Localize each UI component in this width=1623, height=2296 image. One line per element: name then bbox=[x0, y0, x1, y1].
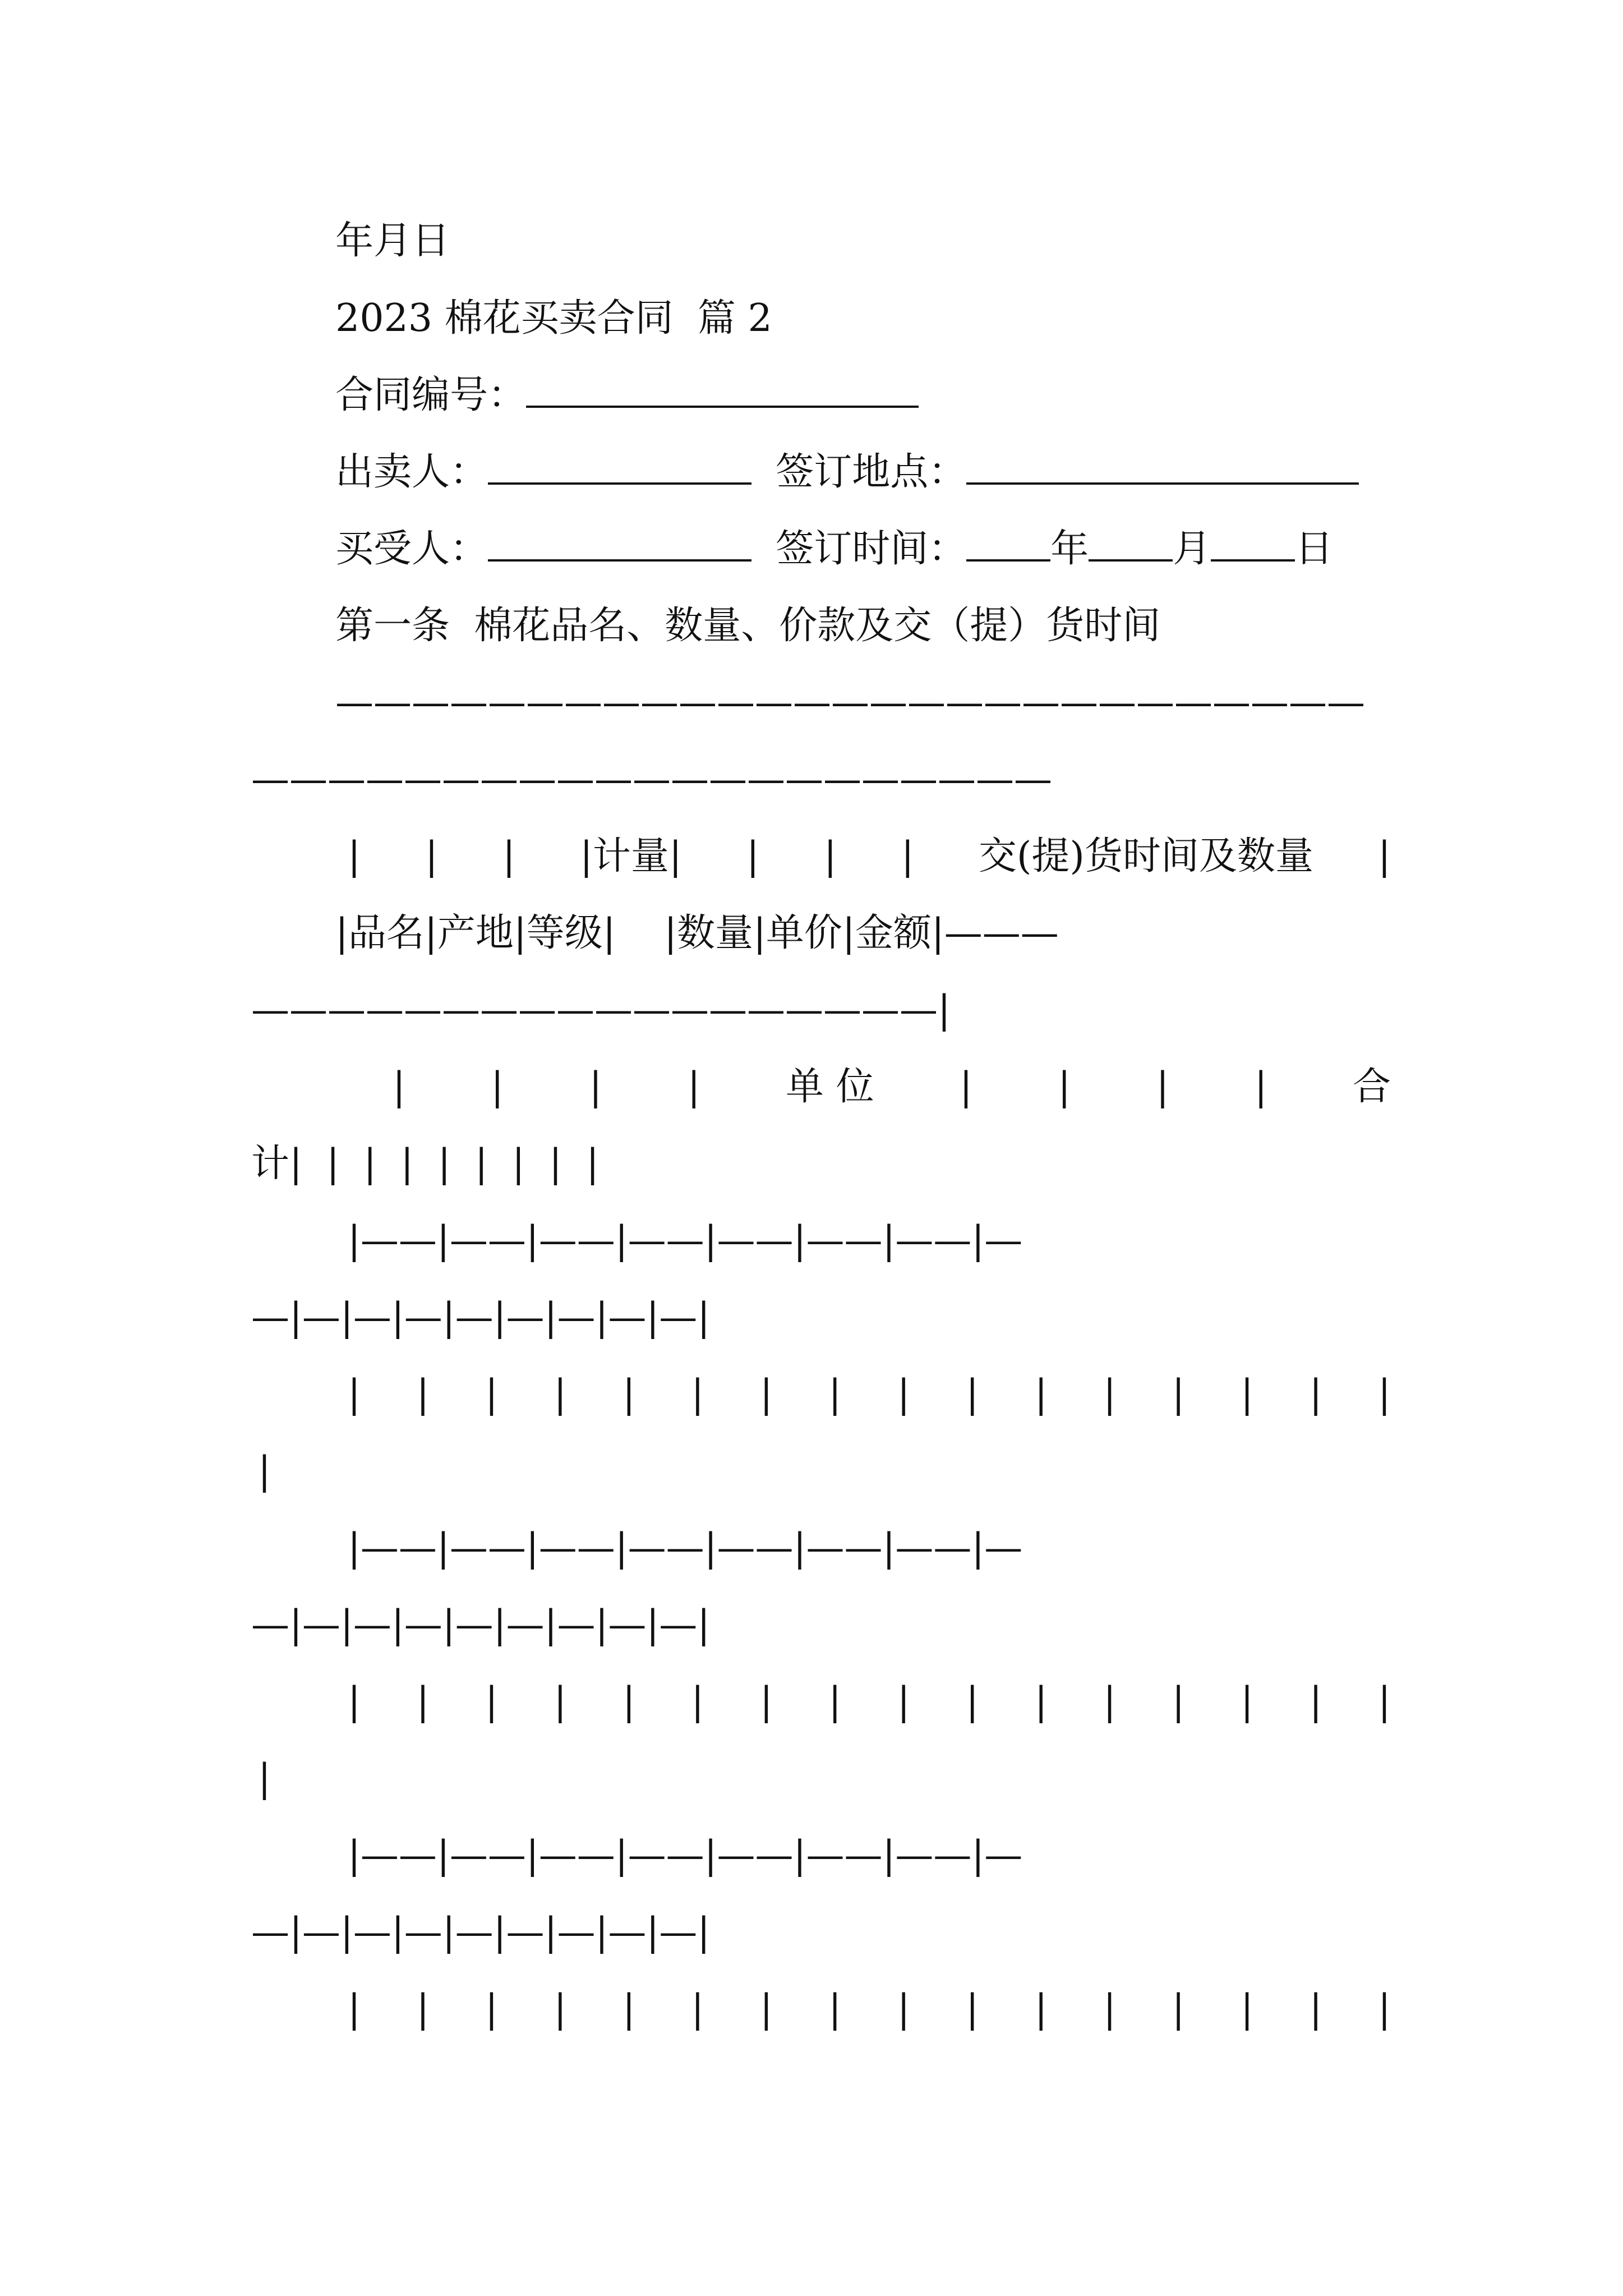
cell-sep: | bbox=[828, 1372, 842, 1416]
cell-sep: | bbox=[1378, 834, 1391, 878]
cell-sep: | bbox=[897, 1680, 910, 1724]
seller-blank bbox=[488, 449, 751, 485]
cell-sep: | bbox=[691, 1372, 704, 1416]
header-delivery-time: 交(提)货时间及数量 bbox=[978, 834, 1313, 878]
table-empty-row bbox=[348, 1674, 1391, 1730]
cell-sep: | bbox=[1156, 1065, 1169, 1109]
header-measure: |计量| bbox=[580, 834, 682, 878]
cell-sep: | bbox=[554, 1372, 567, 1416]
cell-sep: | bbox=[348, 1372, 361, 1416]
cell-sep: | bbox=[691, 1987, 704, 2031]
table-header-row-3 bbox=[393, 1059, 1391, 1115]
cell-sep: | bbox=[966, 1680, 979, 1724]
cell-sep: | bbox=[1254, 1065, 1267, 1109]
table-separator-a: |——|——|——|——|——|——|——|— bbox=[348, 1218, 1023, 1263]
table-empty-row-end: | bbox=[258, 1449, 271, 1493]
contract-number-label: 合同编号： bbox=[335, 373, 527, 417]
table-separator-b: —|—|—|—|—|—|—|—|—| bbox=[251, 1603, 711, 1647]
cell-sep: | bbox=[485, 1680, 498, 1724]
cell-sep: | bbox=[589, 1065, 602, 1109]
cell-sep: | bbox=[485, 1987, 498, 2031]
cell-sep: | bbox=[1378, 1987, 1391, 2031]
cell-sep: | bbox=[348, 1680, 361, 1724]
document-heading: 2023 棉花买卖合同 篇 2 bbox=[335, 296, 772, 341]
table-top-border-2: ————————————————————— bbox=[251, 757, 1052, 802]
year-blank bbox=[966, 526, 1050, 562]
cell-sep: | bbox=[828, 1680, 842, 1724]
cell-sep: | bbox=[897, 1987, 910, 2031]
cell-sep: | bbox=[1241, 1987, 1254, 2031]
day-blank bbox=[1211, 526, 1295, 562]
cell-sep: | bbox=[828, 1987, 842, 2031]
cell-sep: | bbox=[687, 1065, 700, 1109]
cell-sep: | bbox=[759, 1372, 773, 1416]
cell-sep: | bbox=[759, 1987, 773, 2031]
cell-sep: | bbox=[1034, 1680, 1048, 1724]
table-empty-row bbox=[348, 1366, 1391, 1423]
cell-sep: | bbox=[416, 1372, 430, 1416]
table-separator-a: |——|——|——|——|——|——|——|— bbox=[348, 1833, 1023, 1878]
cell-sep: | bbox=[966, 1372, 979, 1416]
sign-time-label: 签订时间： bbox=[776, 527, 967, 571]
article-1-heading: 第一条 棉花品名、数量、价款及交（提）货时间 bbox=[335, 604, 1161, 648]
cell-sep: | bbox=[1034, 1372, 1048, 1416]
table-header-row-2: |品名|产地|等级| |数量|单价|金额|——— bbox=[335, 911, 1059, 955]
cell-sep: | bbox=[502, 834, 515, 878]
month-label: 月 bbox=[1173, 527, 1211, 571]
cell-sep: | bbox=[1241, 1372, 1254, 1416]
cell-sep: | bbox=[1378, 1372, 1391, 1416]
cell-sep: | bbox=[1172, 1680, 1185, 1724]
cell-sep: | bbox=[1172, 1987, 1185, 2031]
cell-sep: | bbox=[416, 1987, 430, 2031]
year-label: 年 bbox=[1050, 527, 1089, 571]
cell-sep: | bbox=[1058, 1065, 1071, 1109]
cell-sep: | bbox=[1103, 1987, 1117, 2031]
cell-sep: | bbox=[1378, 1680, 1391, 1724]
cell-sep: | bbox=[1103, 1680, 1117, 1724]
date-line: 年月日 bbox=[335, 219, 450, 263]
cell-sep: | bbox=[393, 1065, 405, 1109]
table-separator-b: —|—|—|—|—|—|—|—|—| bbox=[251, 1295, 711, 1340]
cell-sep: | bbox=[1034, 1987, 1048, 2031]
cell-sep: | bbox=[416, 1680, 430, 1724]
table-header-row-1 bbox=[348, 829, 1391, 885]
buyer-line bbox=[335, 521, 1333, 577]
cell-sep: | bbox=[1309, 1680, 1322, 1724]
cell-sep: | bbox=[1103, 1372, 1117, 1416]
cell-sep: | bbox=[691, 1680, 704, 1724]
header-unit: 单 位 bbox=[786, 1065, 874, 1109]
cell-sep: | bbox=[622, 1987, 635, 2031]
cell-sep: | bbox=[485, 1372, 498, 1416]
month-blank bbox=[1089, 526, 1173, 562]
cell-sep: | bbox=[746, 834, 759, 878]
cell-sep: | bbox=[554, 1680, 567, 1724]
cell-sep: | bbox=[1309, 1372, 1322, 1416]
cell-sep: | bbox=[897, 1372, 910, 1416]
header-total: 合 bbox=[1352, 1065, 1391, 1109]
buyer-blank bbox=[488, 526, 751, 562]
cell-sep: | bbox=[959, 1065, 972, 1109]
table-separator-b: —|—|—|—|—|—|—|—|—| bbox=[251, 1910, 711, 1954]
cell-sep: | bbox=[1172, 1372, 1185, 1416]
seller-line bbox=[335, 444, 1359, 500]
table-empty-row bbox=[348, 1981, 1391, 2037]
seller-label: 出卖人： bbox=[335, 450, 488, 494]
buyer-label: 买受人： bbox=[335, 527, 488, 571]
table-header-row-2-cont: ——————————————————| bbox=[251, 988, 951, 1032]
contract-number-blank bbox=[526, 372, 919, 408]
cell-sep: | bbox=[491, 1065, 504, 1109]
sign-place-label: 签订地点： bbox=[776, 450, 967, 494]
cell-sep: | bbox=[425, 834, 438, 878]
cell-sep: | bbox=[901, 834, 914, 878]
contract-number-line bbox=[335, 367, 919, 424]
table-header-row-3-cont: 计| | | | | | | | | bbox=[251, 1142, 600, 1186]
cell-sep: | bbox=[622, 1372, 635, 1416]
cell-sep: | bbox=[622, 1680, 635, 1724]
table-top-border-1: ——————————————————————————— bbox=[335, 680, 1365, 725]
cell-sep: | bbox=[759, 1680, 773, 1724]
day-label: 日 bbox=[1295, 527, 1334, 571]
cell-sep: | bbox=[348, 834, 361, 878]
cell-sep: | bbox=[823, 834, 837, 878]
cell-sep: | bbox=[966, 1987, 979, 2031]
sign-place-blank bbox=[966, 449, 1359, 485]
table-separator-a: |——|——|——|——|——|——|——|— bbox=[348, 1526, 1023, 1570]
cell-sep: | bbox=[1241, 1680, 1254, 1724]
cell-sep: | bbox=[348, 1987, 361, 2031]
cell-sep: | bbox=[1309, 1987, 1322, 2031]
cell-sep: | bbox=[554, 1987, 567, 2031]
table-empty-row-end: | bbox=[258, 1756, 271, 1801]
